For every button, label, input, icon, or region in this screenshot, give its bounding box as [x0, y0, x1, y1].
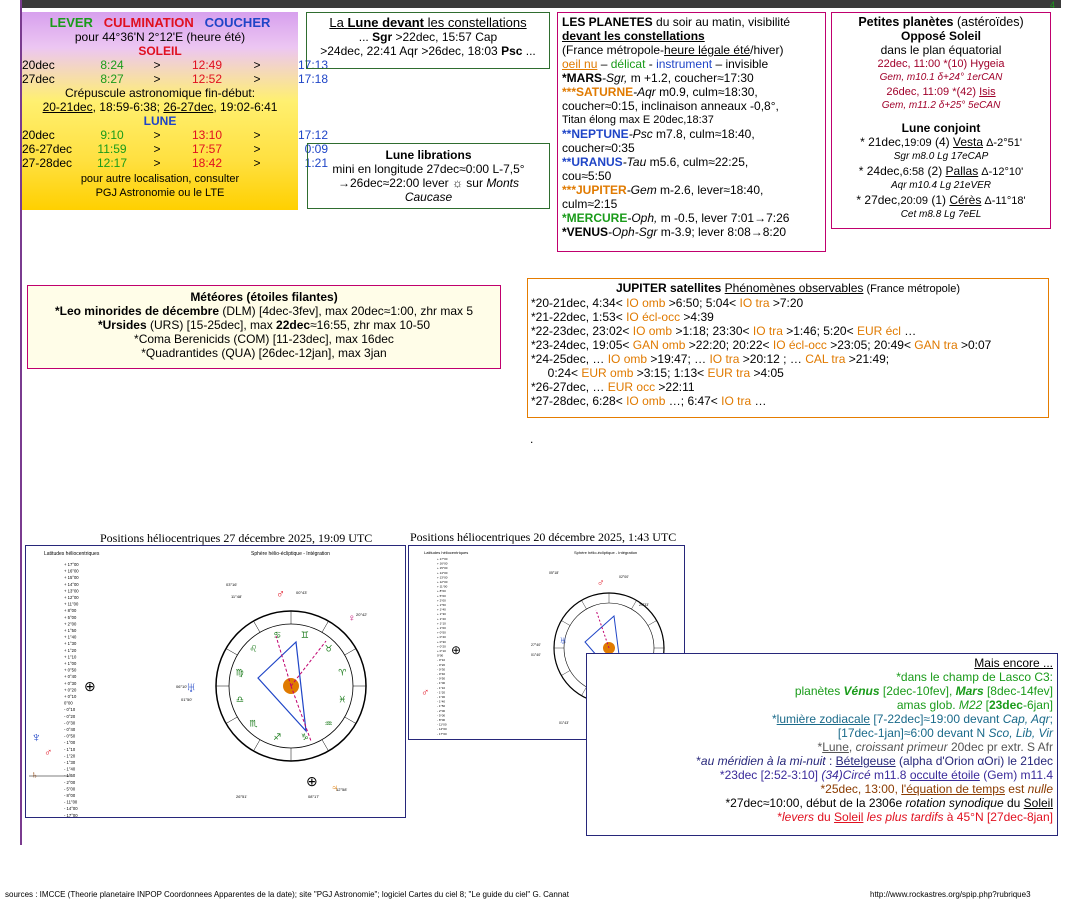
mars2-lat-icon: ♂ — [421, 687, 430, 699]
lat-tick-label: + 12°00 — [437, 580, 448, 584]
zodiac-sign-icon: ♈ — [338, 668, 347, 679]
cell-sep1: > — [153, 156, 161, 170]
chart1 — [25, 545, 406, 818]
lat-tick-label: + 1°40 — [437, 607, 446, 612]
lat-tick-label: + 16°00 — [64, 568, 79, 574]
lat-tick-label: 0°00 — [64, 700, 73, 706]
jupiter-line: *23-24dec, 19:05< GAN omb >22:20; 20:22< IO écl-occ >23:05; 20:49< GAN tra >0:07 — [531, 338, 992, 352]
chart1-left-title: Latitudes héliocentriques — [44, 551, 100, 557]
zodiac-sign-icon: ♊ — [300, 630, 309, 641]
mais-l6: *Lune, croissant primeur 20dec pr extr. S Afr — [817, 740, 1053, 754]
lat-tick-label: + 1°20 — [437, 616, 446, 621]
planet-mercure: *MERCURE-Oph, m -0.5, lever 7:01→7:26 — [562, 211, 790, 225]
librations-l3: Caucase — [404, 190, 453, 204]
planet-saturne: ***SATURNE-Aqr m0.9, culm≈18:30, — [562, 85, 758, 99]
lune-table — [22, 128, 328, 170]
time-row — [22, 128, 328, 142]
note-localisation: pour autre localisation, consulter — [80, 173, 240, 185]
svg-text:01°50': 01°50' — [181, 697, 193, 702]
pp-pallas-detail: Aqr m10.4 Lg 21eVER — [890, 180, 992, 191]
pp-pallas: * 24dec,6:58 (2) Pallas Δ-12°10' — [858, 164, 1024, 178]
lat-tick-label: + 1°10 — [64, 654, 77, 660]
jupiter-line: *20-21dec, 4:34< IO omb >6:50; 5:04< IO tra >7:20 — [531, 296, 804, 310]
planet-mars: *MARS-Sgr, m +1.2, coucher≈17:30 — [562, 71, 754, 85]
pp-isis: 26dec, 11:09 *(42) Isis — [886, 86, 996, 98]
jupiter-title: JUPITER satellites Phénomènes observables (France métropole) — [615, 281, 961, 295]
header-lever: LEVER — [49, 15, 93, 30]
lat-tick-label: + 0°50 — [64, 667, 77, 673]
chart1-svg — [26, 546, 407, 819]
chart1-title: Positions héliocentriques 27 décembre 2025, 19:09 UTC — [100, 531, 373, 545]
zodiac-sign-icon: ♑ — [300, 733, 309, 744]
cell-lever: 11:59 — [97, 142, 127, 156]
lat-tick-label: + 5°00 — [437, 593, 446, 598]
mars-lat-icon: ♂ — [44, 747, 53, 759]
planet-neptune: **NEPTUNE-Psc m7.8, culm≈18:40, — [562, 127, 755, 141]
lever-headers — [22, 16, 298, 30]
lat-tick-label: - 5°00 — [64, 786, 76, 792]
zodiac-sign-icon: ♒ — [324, 719, 333, 730]
cell-sep2: > — [253, 156, 261, 170]
cell-coucher: 17:12 — [297, 128, 328, 142]
lat-tick-label: + 1°30 — [64, 641, 77, 647]
uranus-l2: cou≈5:50 — [562, 169, 612, 183]
lat-tick-label: - 1°00 — [437, 681, 446, 686]
lat-tick-label: - 1°30 — [64, 760, 76, 765]
lat-tick-label: - 2°00 — [64, 779, 76, 785]
lat-tick-label: - 0°40 — [64, 727, 76, 732]
pp-ceres-detail: Cet m8.8 Lg 7eEL — [900, 209, 982, 220]
lat-tick-label: - 1°40 — [64, 766, 76, 772]
cell-lever: 8:24 — [100, 58, 124, 72]
cell-culm: 12:52 — [191, 72, 223, 86]
lat-tick-label: + 0°40 — [64, 674, 77, 680]
pp-vesta-detail: Sgr m8.0 Lg 17eCAP — [893, 151, 989, 162]
neptune-lat-icon: ♆ — [31, 729, 42, 745]
lat-tick-label: - 1°10 — [64, 746, 76, 752]
lat-tick-label: + 1°30 — [437, 612, 446, 617]
lat-tick-label: - 11°00 — [437, 722, 447, 727]
mars-symbol-icon: ♂ — [276, 587, 285, 601]
lat-tick-label: + 0°10 — [64, 694, 77, 699]
zodiac-sign-icon: ♓ — [338, 695, 347, 706]
mais-l1: *dans le champ de Lasco C3: — [896, 670, 1053, 684]
zodiac-divider — [648, 621, 657, 626]
cell-coucher: 1:21 — [304, 156, 328, 170]
cell-coucher: 0:09 — [304, 142, 328, 156]
planetes-subtitle: devant les constellations — [562, 29, 705, 43]
librations-box — [307, 143, 550, 209]
lat-tick-label: - 1°20 — [64, 753, 76, 759]
lat-tick-label: + 0°30 — [437, 639, 446, 644]
lat-tick-label: + 13°00 — [64, 588, 79, 594]
jupiter-line: *22-23dec, 23:02< IO omb >1:18; 23:30< IO tra >1:46; 5:20< EUR écl … — [531, 324, 917, 338]
cell-lever: 8:27 — [100, 72, 124, 86]
cell-culm: 18:42 — [191, 156, 223, 170]
lat-tick-label: + 14°00 — [64, 581, 79, 587]
lat-tick-label: - 14°00 — [64, 806, 78, 812]
lat-tick-label: + 1°40 — [64, 634, 77, 640]
pp-plan: dans le plan équatorial — [880, 43, 1002, 57]
lat-tick-label: + 17°00 — [437, 557, 448, 561]
lat-tick-label: - 0°10 — [64, 707, 76, 713]
jupiter-symbol-icon: ♃ — [331, 783, 339, 794]
lat-tick-label: - 11°00 — [64, 799, 78, 805]
lat-tick-label: + 8°00 — [437, 589, 446, 594]
zodiac-sign-icon: ♋ — [273, 630, 282, 641]
mais-l11: *levers du Soleil les plus tardifs à 45°N [27dec-8jan] — [777, 810, 1053, 824]
lat-tick-label: + 12°00 — [64, 595, 79, 600]
planetes-box — [557, 12, 826, 252]
uranus-symbol-icon: ♅ — [186, 679, 197, 695]
lune-label: LUNE — [143, 114, 177, 128]
zodiac-divider — [322, 621, 329, 632]
zodiac-divider — [561, 621, 570, 626]
jupiter-satellites-box — [527, 278, 1049, 418]
footer-url[interactable]: http://www.rockastres.org/spip.php?rubrique3 — [870, 890, 1031, 899]
lat-tick-label: - 1°50 — [64, 773, 76, 779]
svg-text:01°43': 01°43' — [559, 721, 569, 725]
cell-sep1: > — [153, 142, 161, 156]
svg-text:20°42': 20°42' — [356, 612, 368, 617]
lat-tick-label: + 1°00 — [437, 626, 446, 630]
lat-tick-label: - 1°00 — [64, 740, 76, 746]
earth2-lat-icon: ⊕ — [451, 643, 462, 657]
cell-sep2: > — [253, 58, 261, 72]
time-row — [22, 58, 328, 72]
svg-text:06°10': 06°10' — [176, 684, 188, 689]
crepuscule-title: Crépuscule astronomique fin-début: — [64, 86, 256, 100]
note-pgj: PGJ Astronomie ou le LTE — [95, 187, 225, 199]
saturne-l3: Titan élong max E 20dec,18:37 — [562, 114, 714, 126]
time-row — [22, 142, 328, 156]
lat-tick-label: - 0°50 — [64, 733, 76, 739]
cell-sep1: > — [153, 128, 161, 142]
svg-text:02°00': 02°00' — [619, 575, 629, 579]
zodiac-sign-icon: ♌ — [249, 644, 258, 655]
neptune-l2: coucher≈0:35 — [562, 141, 635, 155]
cell-date: 20dec — [22, 128, 55, 142]
mais-l10: *27dec≈10:00, début de la 2306e rotation synodique du Soleil — [725, 796, 1053, 810]
cell-coucher: 17:13 — [297, 58, 328, 72]
cell-date: 27dec — [22, 72, 55, 86]
lat-tick-label: + 5°00 — [64, 614, 77, 620]
earth-lat-icon: ⊕ — [84, 678, 96, 694]
svg-text:03°16': 03°16' — [226, 582, 238, 587]
lat-tick-label: + 16°00 — [437, 561, 448, 566]
earth-symbol-icon: ⊕ — [306, 773, 318, 789]
cell-coucher: 17:18 — [297, 72, 328, 86]
zodiac-divider — [254, 740, 261, 751]
mais-l3: amas glob. M22 [23dec-6jan] — [896, 698, 1053, 712]
cell-sep1: > — [153, 58, 161, 72]
lat-tick-label: + 1°00 — [64, 661, 77, 666]
lat-tick-label: + 2°00 — [64, 621, 77, 627]
lat-tick-label: - 0°10 — [437, 658, 446, 663]
mais-l8: *23dec [2:52-3:10] (34)Circé m11.8 occulte étoile (Gem) m11.4 — [719, 768, 1053, 782]
lat-tick-label: + 11°00 — [64, 601, 79, 607]
mais-l2: planètes Vénus [2dec-10fev], Mars [8dec-14fev] — [794, 684, 1053, 698]
lune-const-title: La Lune devant les constellations — [329, 15, 527, 30]
header-coucher: COUCHER — [204, 15, 271, 30]
lune-const-line2: >24dec, 22:41 Aqr >26dec, 18:03 Psc ... — [320, 44, 536, 58]
top-bar — [22, 0, 1061, 8]
jupiter-lines — [531, 296, 1045, 408]
cell-culm: 17:57 — [191, 142, 223, 156]
planetes-note: (France métropole-heure légale été/hiver) — [562, 43, 784, 57]
mais-l7: *au méridien à la mi-nuit : Bételgeuse (alpha d'Orion αOri) le 21dec — [696, 754, 1053, 768]
lat-tick-label: + 1°20 — [64, 647, 77, 653]
lat-tick-label: - 0°30 — [437, 667, 446, 672]
planetes-title: LES PLANETES du soir au matin, visibilité — [562, 15, 791, 29]
cell-culm: 13:10 — [191, 128, 223, 142]
lat-tick-label: + 13°00 — [437, 575, 448, 580]
lat-tick-label: + 0°20 — [437, 644, 446, 649]
soleil-label: SOLEIL — [138, 44, 182, 58]
cell-lever: 12:17 — [96, 156, 128, 170]
svg-text:00°43': 00°43' — [296, 590, 308, 595]
uranus2-symbol-icon: ♅ — [559, 635, 568, 647]
planet-venus: *VENUS-Oph-Sgr m-3.9; lever 8:08→8:20 — [562, 225, 787, 239]
jupiter-line: *26-27dec, … EUR occ >22:11 — [531, 380, 695, 394]
lat-tick-label: + 0°10 — [437, 649, 446, 653]
svg-text:12°58': 12°58' — [336, 787, 348, 792]
lat-tick-label: + 1°50 — [437, 603, 446, 607]
meteores-title: Météores (étoiles filantes) — [190, 290, 338, 304]
pp-hygeia: 22dec, 11:00 *(10) Hygeia — [877, 58, 1005, 70]
zodiac-divider — [561, 671, 570, 676]
zodiac-divider — [582, 600, 587, 609]
lat-tick-label: + 1°10 — [437, 621, 446, 626]
mais-l9: *25dec, 13:00, l'équation de temps est nulle — [820, 782, 1053, 796]
lat-tick-label: - 1°50 — [437, 704, 446, 709]
mais-title: Mais encore ... — [974, 656, 1053, 670]
zodiac-sign-icon: ♐ — [273, 733, 282, 744]
lat-tick-label: - 0°40 — [437, 672, 446, 676]
top-marker: 4 — [1050, 0, 1056, 10]
jupiter-line: *21-22dec, 1:53< IO écl-occ >4:39 — [531, 310, 714, 324]
zodiac-divider — [254, 621, 261, 632]
pp-ceres: * 27dec,20:09 (1) Cérès Δ-11°18' — [856, 193, 1026, 207]
librations-l1: mini en longitude 27dec≈0:00 L-7,5° — [332, 162, 525, 176]
lat-tick-label: - 0°20 — [437, 662, 446, 667]
chart1-right-title: Sphère hélio-écliptique - Intégration — [251, 551, 330, 557]
soleil-table — [22, 58, 328, 86]
lat-tick-label: - 8°00 — [437, 718, 446, 722]
lat-tick-label: - 1°20 — [437, 690, 446, 695]
crepuscule-times: 20-21dec, 18:59-6:38; 26-27dec, 19:02-6:41 — [42, 100, 278, 114]
lat-tick-label: - 1°30 — [437, 695, 446, 699]
zodiac-divider — [226, 717, 237, 724]
pp-conjoint: Lune conjoint — [901, 121, 981, 135]
lat-tick-label: - 2°00 — [437, 708, 446, 713]
lat-tick-label: - 0°30 — [64, 720, 76, 726]
lat-tick-label: - 0°20 — [64, 713, 76, 719]
meteores-l2: *Ursides (URS) [15-25dec], max 22dec≈16:55, zhr max 10-50 — [97, 318, 431, 332]
lat-tick-label: - 8°00 — [64, 793, 76, 798]
mars2-symbol-icon: ♂ — [597, 578, 605, 589]
cell-sep2: > — [253, 128, 261, 142]
planet-uranus: **URANUS-Tau m5.6, culm≈22:25, — [562, 155, 749, 169]
planet-jupiter: ***JUPITER-Gem m-2.6, lever≈18:40, — [562, 183, 764, 197]
location: pour 44°36'N 2°12'E (heure été) — [74, 30, 246, 44]
pp-oppose: Opposé Soleil — [900, 29, 981, 43]
lat-tick-label: + 0°40 — [437, 635, 446, 640]
header-culmination: CULMINATION — [103, 15, 194, 30]
pp-hygeia-detail: Gem, m10.1 δ+24° 1erCAN — [879, 72, 1003, 83]
lat-tick-label: - 17°00 — [64, 812, 78, 818]
svg-text:26°51': 26°51' — [236, 794, 248, 799]
librations-title: Lune librations — [385, 148, 472, 162]
lat-tick-label: + 11°00 — [437, 584, 448, 589]
zodiac-sign-icon: ♍ — [235, 668, 244, 679]
lat-tick-label: + 8°00 — [64, 608, 77, 614]
time-row — [22, 72, 328, 86]
zodiac-divider — [632, 600, 637, 609]
lever-coucher-box — [22, 12, 328, 210]
svg-text:01°40': 01°40' — [531, 653, 541, 657]
lat-tick-label: - 1°40 — [437, 699, 446, 704]
cell-date: 27-28dec — [22, 156, 73, 170]
jupiter-line: 0:24< EUR omb >3:15; 1:13< EUR tra >4:05 — [531, 366, 784, 380]
lat-tick-label: - 14°00 — [437, 727, 447, 732]
librations-l2: →26dec≈22:00 lever ☼ sur Monts — [337, 176, 519, 190]
meteores-l4: *Quadrantides (QUA) [26dec-12jan], max 3jan — [141, 346, 387, 360]
lune-constellations-box — [306, 12, 550, 69]
zodiac-divider — [226, 649, 237, 656]
stray-dot: . — [530, 432, 534, 446]
lat-tick-label: + 17°00 — [64, 562, 79, 567]
lat-tick-label: - 1°10 — [437, 685, 446, 690]
lat-tick-label: + 15°00 — [437, 566, 448, 571]
mais-l4: *lumière zodiacale [7-22dec]≈19:00 devant Cap, Aqr; — [771, 712, 1053, 726]
saturne-l2: coucher≈0:15, inclinaison anneaux -0,8°, — [562, 99, 779, 113]
svg-text:29°33': 29°33' — [639, 603, 649, 607]
meteores-l1: *Leo minorides de décembre (DLM) [4dec-3fev], max 20dec≈1:00, zhr max 5 — [54, 304, 474, 318]
chart2-left-title: Latitudes héliocentriques — [424, 550, 469, 555]
pp-vesta: * 21dec,19:09 (4) Vesta Δ-2°51' — [860, 135, 1022, 149]
svg-text:05°18': 05°18' — [549, 571, 559, 575]
lat-tick-label: 0°00 — [437, 653, 444, 658]
lat-tick-label: + 0°30 — [64, 680, 77, 686]
cell-date: 20dec — [22, 58, 55, 72]
zodiac-divider — [322, 740, 329, 751]
saturn-lat-icon: ♄ — [31, 770, 39, 781]
cell-sep2: > — [253, 142, 261, 156]
lat-tick-label: - 0°50 — [437, 676, 446, 681]
mais-l5: [17dec-1jan]≈6:00 devant N Sco, Lib, Vir — [837, 726, 1053, 740]
cell-date: 26-27dec — [22, 142, 73, 156]
cell-sep2: > — [253, 72, 261, 86]
jupiter-line: *27-28dec, 6:28< IO omb …; 6:47< IO tra … — [531, 394, 767, 408]
lat-tick-label: + 15°00 — [64, 575, 79, 581]
mais-encore-box — [586, 653, 1058, 836]
pp-title: Petites planètes (astéroïdes) — [858, 15, 1024, 29]
lat-tick-label: + 1°50 — [64, 628, 77, 633]
planetes-legend: oeil nu – délicat - instrument – invisible — [562, 57, 769, 71]
time-row — [22, 156, 328, 170]
footer-sources: sources : IMCCE (Theorie planetaire INPOP Coordonnees Apparentes de la date); site "PGJ Astronomie"; logiciel Cartes du ciel 8; "Le guide du ciel" G. Cannat — [5, 890, 569, 899]
zodiac-divider — [345, 717, 356, 724]
lat-tick-label: + 0°20 — [64, 687, 77, 693]
svg-text:08°17': 08°17' — [308, 794, 320, 799]
lat-tick-label: + 14°00 — [437, 570, 448, 575]
lune-const-line1: ... Sgr >22dec, 15:57 Cap — [358, 30, 498, 44]
cell-culm: 12:49 — [191, 58, 223, 72]
pp-isis-detail: Gem, m11.2 δ+25° 5eCAN — [881, 100, 1001, 111]
petites-planetes-box — [831, 12, 1051, 229]
cell-lever: 9:10 — [100, 128, 124, 142]
zodiac-sign-icon: ♏ — [249, 719, 258, 730]
svg-text:11°48': 11°48' — [231, 594, 242, 599]
zodiac-sign-icon: ♉ — [324, 644, 333, 655]
cell-sep1: > — [153, 72, 161, 86]
meteores-box — [27, 285, 501, 369]
lat-tick-label: + 0°50 — [437, 630, 446, 635]
chart2-right-title: Sphère hélio-écliptique - Intégration — [574, 550, 638, 555]
zodiac-sign-icon: ♎ — [235, 695, 244, 706]
meteores-l3: *Coma Berenicids (COM) [11-23dec], max 16dec — [134, 332, 394, 346]
zodiac-divider — [345, 649, 356, 656]
jupiter-line: *24-25dec, … IO omb >19:47; … IO tra >20:12 ; … CAL tra >21:49; — [531, 352, 890, 366]
lat-tick-label: - 5°00 — [437, 713, 446, 718]
svg-text:27°40': 27°40' — [531, 643, 541, 647]
lat-tick-label: - 17°00 — [437, 731, 447, 736]
chart2-title: Positions héliocentriques 20 décembre 2025, 1:43 UTC — [410, 530, 677, 544]
jupiter-l2: culm≈2:15 — [562, 197, 618, 211]
venus-symbol-icon: ♀ — [348, 613, 356, 624]
lat-tick-label: + 2°00 — [437, 598, 446, 603]
